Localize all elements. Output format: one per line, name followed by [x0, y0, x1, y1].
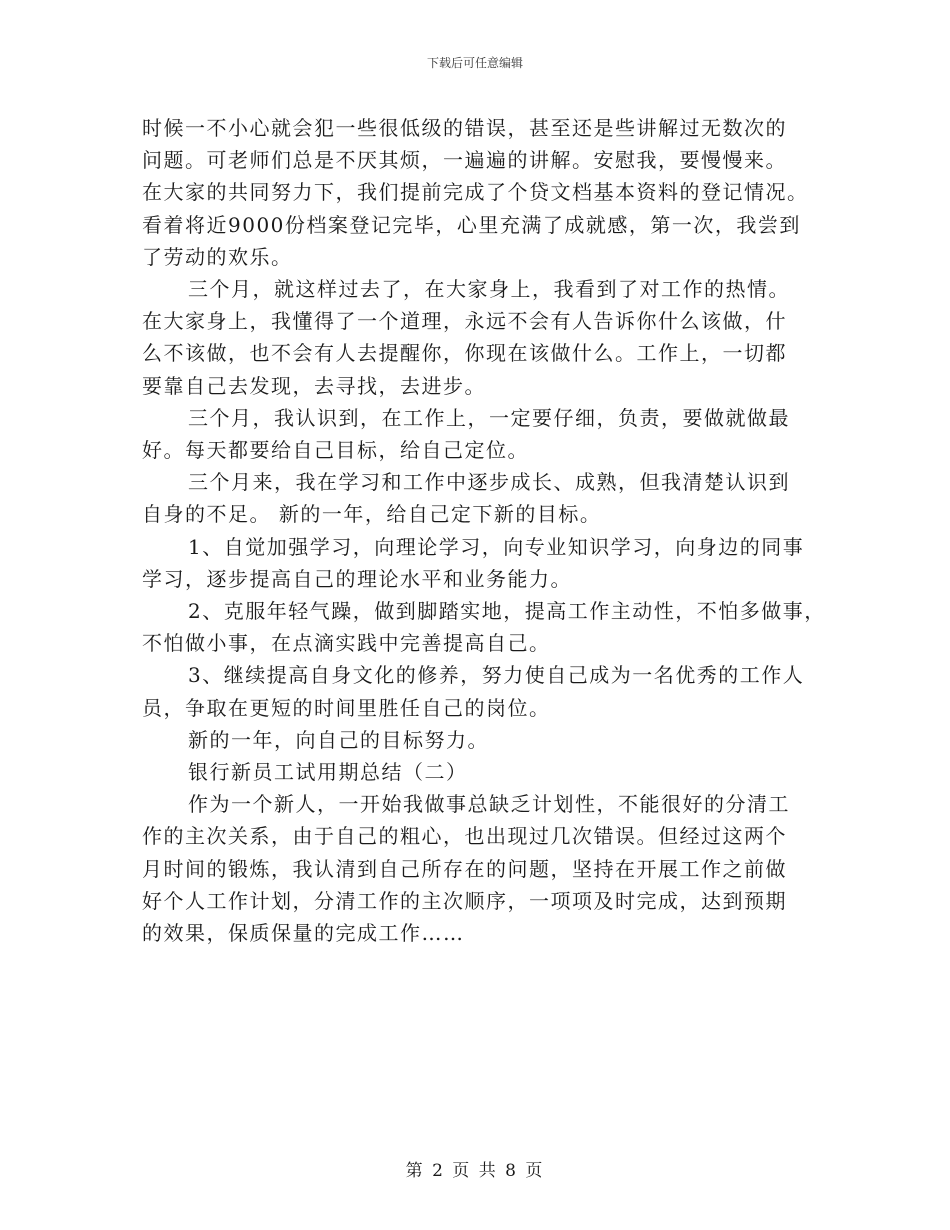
text-line: 作的主次关系，由于自己的粗心，也出现过几次错误。但经过这两个	[142, 824, 787, 849]
text-line: 么不该做，也不会有人去提醒你，你现在该做什么。工作上，一切都	[142, 341, 787, 366]
section-heading: 银行新员工试用期总结（二）	[188, 760, 468, 785]
text-line: 在大家的共同努力下，我们提前完成了个贷文档基本资料的登记情况。	[142, 180, 809, 205]
text-line: 作为一个新人，一开始我做事总缺乏计划性，不能很好的分清工	[188, 792, 790, 817]
document-body	[142, 112, 826, 949]
text-line: 问题。可老师们总是不厌其烦，一遍遍的讲解。安慰我，要慢慢来。	[142, 148, 787, 173]
text-line: 员，争取在更短的时间里胜任自己的岗位。	[142, 695, 551, 720]
text-line: 在大家身上，我懂得了一个道理，永远不会有人告诉你什么该做，什	[142, 309, 787, 334]
text-line: 3、继续提高自身文化的修养，努力使自己成为一名优秀的工作人	[188, 663, 805, 688]
text-line: 了劳动的欢乐。	[142, 244, 293, 269]
text-line: 看着将近9000份档案登记完毕，心里充满了成就感，第一次，我尝到	[142, 212, 801, 237]
text-line: 要靠自己去发现，去寻找，去进步。	[142, 373, 486, 398]
text-line: 学习，逐步提高自己的理论水平和业务能力。	[142, 566, 572, 591]
text-line: 1、自觉加强学习，向理论学习，向专业知识学习，向身边的同事	[188, 534, 805, 559]
page-number: 第 2 页 共 8 页	[405, 1161, 545, 1181]
text-line: 好。每天都要给自己目标，给自己定位。	[142, 438, 529, 463]
text-line: 三个月，就这样过去了，在大家身上，我看到了对工作的热情。	[188, 277, 790, 302]
text-line: 三个月，我认识到，在工作上，一定要仔细，负责，要做就做最	[188, 405, 790, 430]
text-line: 时候一不小心就会犯一些很低级的错误，甚至还是些讲解过无数次的	[142, 116, 787, 140]
text-line: 月时间的锻炼，我认清到自己所存在的问题，坚持在开展工作之前做	[142, 856, 787, 881]
text-line: 2、克服年轻气躁，做到脚踏实地，提高工作主动性，不怕多做事，	[188, 599, 826, 624]
text-line: 三个月来，我在学习和工作中逐步成长、成熟，但我清楚认识到	[188, 470, 790, 495]
text-line: 新的一年，向自己的目标努力。	[188, 727, 489, 752]
page-header: 下载后可任意编辑	[426, 56, 523, 70]
text-line: 的效果，保质保量的完成工作……	[142, 921, 465, 946]
text-line: 自身的不足。 新的一年，给自己定下新的目标。	[142, 502, 602, 527]
text-line: 不怕做小事，在点滴实践中完善提高自己。	[142, 631, 551, 656]
text-line: 好个人工作计划，分清工作的主次顺序，一项项及时完成，达到预期	[142, 888, 787, 913]
